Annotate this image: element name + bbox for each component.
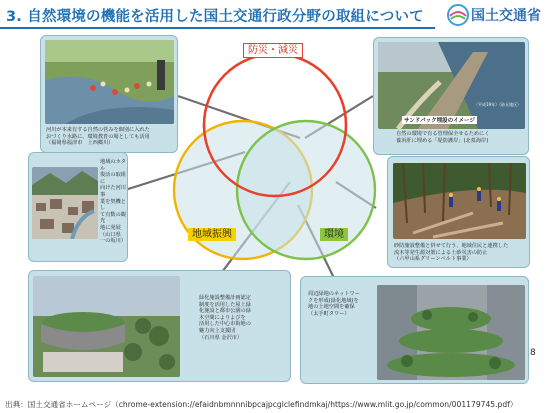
caption-townscape: 地域のホタル 復活の取組に 向けた河川事 業を契機とし て有数の観光 地に発展 （山口県 一の坂川） xyxy=(100,159,126,245)
page-title: 3. 自然環境の機能を活用した国土交通行政分野の取組について xyxy=(6,9,424,25)
venn-label-disaster: 防災・減災 xyxy=(243,43,303,58)
venn-label-regional: 地域振興 xyxy=(188,228,236,241)
card-coast xyxy=(373,37,529,155)
card-forest xyxy=(387,156,530,268)
photo-river-kids xyxy=(45,40,174,124)
photo-rooftop-green xyxy=(33,276,180,377)
caption-rooftop-green: 緑化施設整備計画認定 制度を活用した屋上緑 化施設と都市公園の緑 木空間によりよびを 活用した中心市街地の 魅力向上支援団 （石川県 金沢市） xyxy=(199,295,251,341)
caption-forest: 砂防施設整備と併せて行う、地域住民と連携した 流木等発生源対策による土砂災害の防止 （六甲山系グリーンベルト事業） xyxy=(394,243,509,263)
card-townscape xyxy=(28,152,128,262)
photo-label-coast: サンドパック埋設のイメージ xyxy=(404,118,475,124)
card-river-kids xyxy=(40,35,178,153)
page-number: 8 xyxy=(530,348,536,358)
venn-label-environment: 環境 xyxy=(320,228,348,241)
photo-note-coast: （平成19年）（砂丘地区） xyxy=(474,102,522,107)
photo-townscape xyxy=(32,167,98,239)
photo-forest xyxy=(393,163,526,239)
footer-source: 出典：国土交通省ホームページ（chrome-extension://efaidnbmnnnibpcajpcglclefindmkaj/https://www.mlit.go.jp/common/001179745.pdf） xyxy=(5,400,518,409)
photo-building-green xyxy=(377,285,525,380)
logo-text: 国土交通省 xyxy=(471,8,541,24)
caption-coast: 自然の環境で有る管理保全せるためにく 養浜肝に埋める「堤防護岸」(北墓海岸) xyxy=(396,131,490,144)
caption-river-kids: 河川が本来有する自然の営みを個別に入れた おづくり水路に、環境教育の場としても活用 （福岡県福津市 上西郷川） xyxy=(46,127,150,147)
caption-building-green: 周辺緑地のネットワー クを形成(緑化地域)を 地の土地空間を確保 （太手町タワー） xyxy=(308,291,360,317)
card-building-green xyxy=(300,276,529,384)
card-rooftop-green xyxy=(28,270,291,382)
photo-coast xyxy=(378,42,525,129)
